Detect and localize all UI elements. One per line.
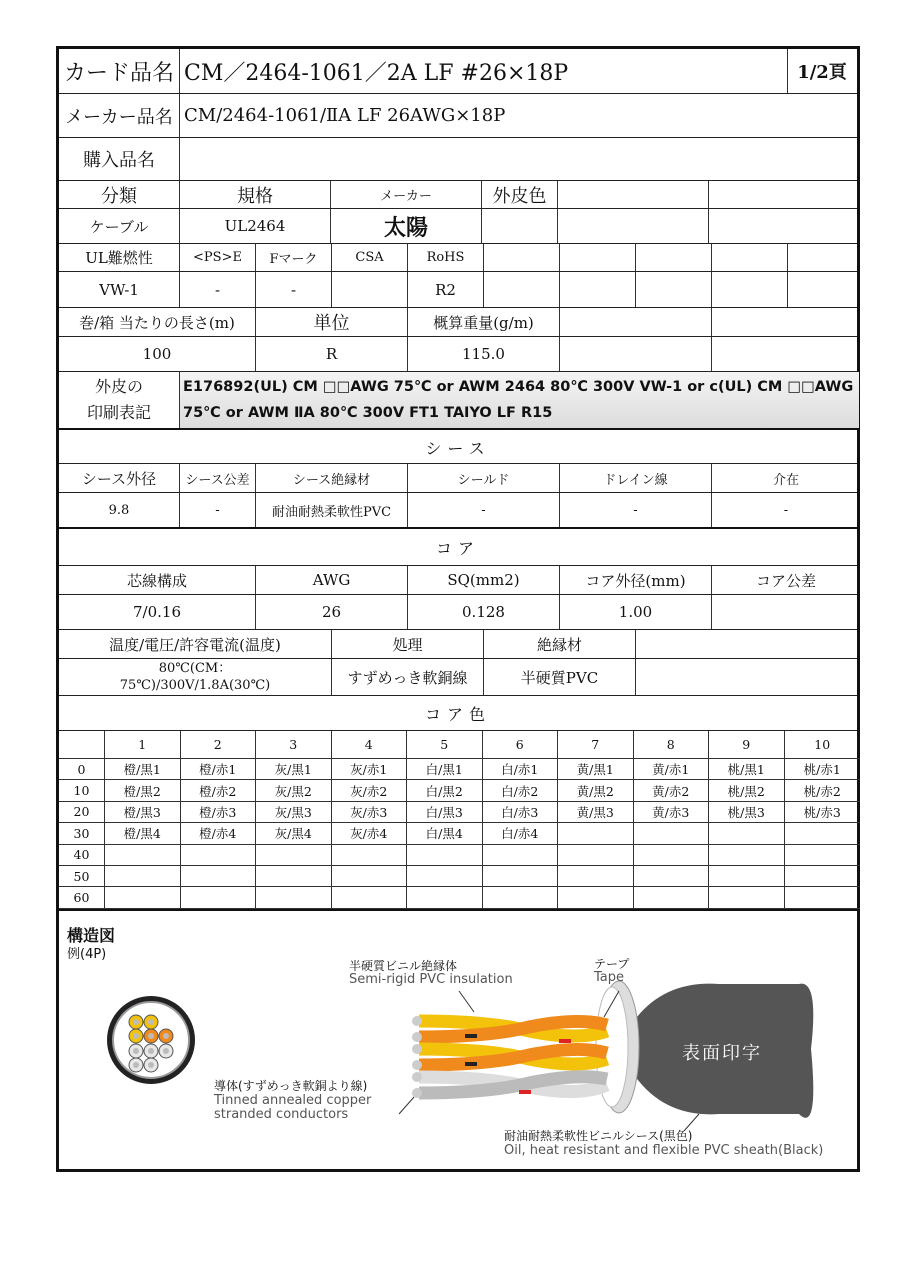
core-rating-value-row bbox=[59, 659, 857, 696]
rohs-header: RoHS bbox=[408, 244, 484, 271]
blank-cell bbox=[788, 272, 860, 307]
sq-header: SQ(mm2) bbox=[408, 566, 560, 594]
core-color-title-row bbox=[59, 696, 857, 731]
core-color-cell: 桃/赤3 bbox=[785, 802, 861, 823]
spec-sheet bbox=[56, 46, 860, 1172]
printing-label-line2: 印刷表記 bbox=[86, 403, 151, 422]
core-color-cell: 白/赤3 bbox=[483, 802, 559, 823]
core-color-cell bbox=[483, 887, 559, 908]
structure-diagram bbox=[59, 909, 857, 1169]
core-color-cell: 黄/赤3 bbox=[634, 802, 710, 823]
shield-value: - bbox=[408, 493, 560, 527]
core-color-cell bbox=[105, 887, 181, 908]
f-mark-value: - bbox=[256, 272, 332, 307]
color-header: 外皮色 bbox=[482, 181, 558, 208]
sheath-tol-header: シース公差 bbox=[180, 464, 256, 492]
conductor-construction-header: 芯線構成 bbox=[59, 566, 256, 594]
tape-label-en: Tape bbox=[594, 970, 625, 985]
printing-text bbox=[180, 372, 859, 428]
core-color-cell bbox=[634, 887, 710, 908]
card-name-label: カード品名 bbox=[59, 49, 180, 93]
core-color-cell bbox=[558, 823, 634, 844]
blank-cell bbox=[788, 244, 860, 271]
length-value: 100 bbox=[59, 337, 256, 371]
core-color-cell bbox=[256, 845, 332, 866]
core-color-row-index: 40 bbox=[59, 845, 105, 866]
core-color-cell bbox=[558, 866, 634, 887]
core-color-cell bbox=[483, 866, 559, 887]
sheath-ins-header: シース絶縁材 bbox=[256, 464, 408, 492]
blank-cell bbox=[712, 308, 860, 336]
purchase-name-label: 購入品名 bbox=[59, 138, 180, 180]
sq-value: 0.128 bbox=[408, 595, 560, 629]
core-color-cell: 橙/黒2 bbox=[105, 780, 181, 801]
blank-cell bbox=[636, 630, 860, 658]
core-color-col-header: 9 bbox=[709, 731, 785, 759]
surface-print-label: 表面印字 bbox=[682, 1043, 762, 1064]
approvals-value-row bbox=[59, 272, 857, 308]
purchase-name-value bbox=[180, 138, 864, 180]
core-color-cell: 橙/赤1 bbox=[181, 759, 257, 780]
maker-name-value: CM/2464-1061/ⅡA LF 26AWG×18P bbox=[184, 105, 506, 126]
sheath-label-en: Oil, heat resistant and flexible PVC sheath(Black) bbox=[504, 1143, 824, 1158]
card-name-row bbox=[59, 49, 857, 94]
sheath-ins-value: 耐油耐熱柔軟性PVC bbox=[256, 493, 408, 527]
core-color-col-header: 2 bbox=[181, 731, 257, 759]
core-color-cell: 灰/赤4 bbox=[332, 823, 408, 844]
sheath-title-row bbox=[59, 431, 857, 464]
core-color-row-index: 20 bbox=[59, 802, 105, 823]
core-color-col-header: 4 bbox=[332, 731, 408, 759]
core-color-cell: 橙/赤2 bbox=[181, 780, 257, 801]
core-od-value: 1.00 bbox=[560, 595, 712, 629]
blank-cell bbox=[709, 181, 859, 208]
blank-cell bbox=[712, 337, 860, 371]
blank-cell bbox=[560, 272, 636, 307]
core-color-cell bbox=[785, 845, 861, 866]
blank-cell bbox=[560, 337, 712, 371]
approvals-header-row bbox=[59, 244, 857, 272]
drain-value: - bbox=[560, 493, 712, 527]
insulation-leader bbox=[459, 991, 474, 1012]
classification-value-row bbox=[59, 209, 857, 244]
cable-illustration bbox=[59, 909, 854, 1164]
core-title-row bbox=[59, 530, 857, 566]
core-color-col-header: 3 bbox=[256, 731, 332, 759]
class-value: ケーブル bbox=[59, 209, 180, 243]
ul-flame-header: UL難燃性 bbox=[59, 244, 180, 271]
temp-voltage-value bbox=[59, 659, 332, 695]
core-color-cell bbox=[558, 845, 634, 866]
sheath-header-row bbox=[59, 464, 857, 493]
insulation-label-jp: 半硬質ビニル絶縁体 bbox=[349, 959, 458, 973]
core-color-corner bbox=[59, 731, 105, 759]
blank-cell bbox=[636, 272, 712, 307]
core-color-cell: 白/黒2 bbox=[407, 780, 483, 801]
core-color-cell: 白/赤4 bbox=[483, 823, 559, 844]
classification-header-row bbox=[59, 181, 857, 209]
core-color-cell bbox=[709, 866, 785, 887]
printing-label-line1: 外皮の bbox=[94, 377, 143, 396]
core-color-cell: 灰/赤1 bbox=[332, 759, 408, 780]
color-value bbox=[482, 209, 558, 243]
core-color-row-index: 0 bbox=[59, 759, 105, 780]
core-color-cell: 橙/黒3 bbox=[105, 802, 181, 823]
length-header: 巻/箱 当たりの長さ(m) bbox=[59, 308, 256, 336]
core-color-col-header: 1 bbox=[105, 731, 181, 759]
core-color-cell: 黄/黒1 bbox=[558, 759, 634, 780]
blank-cell bbox=[560, 308, 712, 336]
printing-line2: 75℃ or AWM ⅡA 80℃ 300V FT1 TAIYO LF R15 bbox=[183, 405, 553, 421]
core-color-cell: 桃/黒2 bbox=[709, 780, 785, 801]
core-color-cell bbox=[256, 866, 332, 887]
temp-voltage-line2: 75℃)/300V/1.8A(30℃) bbox=[119, 678, 271, 693]
temp-voltage-line1: 80℃(CM： bbox=[158, 661, 232, 676]
core-color-cell: 灰/黒4 bbox=[256, 823, 332, 844]
cross-section bbox=[107, 996, 195, 1084]
diagram-title: 構造図 bbox=[67, 926, 116, 945]
core-tol-value bbox=[712, 595, 860, 629]
weight-header: 概算重量(g/m) bbox=[408, 308, 560, 336]
core-od-header: コア外径(mm) bbox=[560, 566, 712, 594]
core-color-cell: 黄/赤1 bbox=[634, 759, 710, 780]
core-color-cell bbox=[407, 845, 483, 866]
core-color-cell bbox=[634, 866, 710, 887]
blank-cell bbox=[636, 659, 860, 695]
weight-value: 115.0 bbox=[408, 337, 560, 371]
filler-value: - bbox=[783, 502, 789, 518]
blank-cell bbox=[558, 209, 709, 243]
core-color-cell: 橙/赤3 bbox=[181, 802, 257, 823]
length-header-row bbox=[59, 308, 857, 337]
core-color-cell: 桃/黒3 bbox=[709, 802, 785, 823]
core-color-cell bbox=[332, 887, 408, 908]
blank-cell bbox=[709, 209, 859, 243]
sheath-tol-value: - bbox=[180, 493, 256, 527]
core-color-cell: 白/黒4 bbox=[407, 823, 483, 844]
core-color-cell bbox=[407, 866, 483, 887]
class-header: 分類 bbox=[59, 181, 180, 208]
core-color-cell: 白/黒1 bbox=[407, 759, 483, 780]
awg-value: 26 bbox=[256, 595, 408, 629]
sheath-title: シース bbox=[425, 438, 491, 458]
wire-bundle bbox=[412, 1016, 607, 1098]
core-color-cell bbox=[181, 866, 257, 887]
core-color-cell: 橙/黒1 bbox=[105, 759, 181, 780]
page-number: 1/2頁 bbox=[797, 62, 847, 83]
conductor-construction-value: 7/0.16 bbox=[59, 595, 256, 629]
core-color-cell: 灰/赤3 bbox=[332, 802, 408, 823]
unit-value: R bbox=[256, 337, 408, 371]
core-color-cell: 黄/黒3 bbox=[558, 802, 634, 823]
sheath-od-value: 9.8 bbox=[59, 493, 180, 527]
conductor-label-en2: stranded conductors bbox=[214, 1107, 349, 1122]
core-color-col-header: 8 bbox=[634, 731, 710, 759]
core-color-cell bbox=[483, 845, 559, 866]
treatment-value: すずめっき軟銅線 bbox=[332, 659, 484, 695]
printing-label bbox=[59, 372, 180, 428]
maker-header: メーカー bbox=[331, 181, 482, 208]
insulation-label-en: Semi-rigid PVC insulation bbox=[349, 972, 513, 987]
core-color-table bbox=[59, 731, 860, 911]
core-color-cell bbox=[105, 845, 181, 866]
spec-value: UL2464 bbox=[180, 209, 331, 243]
maker-name-label: メーカー品名 bbox=[59, 94, 180, 137]
core-color-cell: 灰/黒3 bbox=[256, 802, 332, 823]
purchase-name-row bbox=[59, 138, 857, 181]
insulation-value: 半硬質PVC bbox=[484, 659, 636, 695]
core-color-col-header: 10 bbox=[785, 731, 861, 759]
sheath-od-header: シース外径 bbox=[59, 464, 180, 492]
core-color-col-header: 7 bbox=[558, 731, 634, 759]
core-color-cell bbox=[407, 887, 483, 908]
unit-header: 単位 bbox=[256, 308, 408, 336]
core-title: コア bbox=[435, 539, 480, 558]
ul-flame-value: VW-1 bbox=[59, 272, 180, 307]
insulation-header: 絶縁材 bbox=[484, 630, 636, 658]
core-color-col-header: 5 bbox=[407, 731, 483, 759]
maker-name-row bbox=[59, 94, 857, 138]
blank-cell bbox=[712, 244, 788, 271]
core-color-cell bbox=[709, 823, 785, 844]
blank-cell bbox=[636, 244, 712, 271]
core-color-row-index: 50 bbox=[59, 866, 105, 887]
conductor-label-jp: 導体(すずめっき軟銅より線) bbox=[214, 1079, 368, 1093]
core-tol-header: コア公差 bbox=[755, 571, 816, 590]
core-color-cell: 桃/赤2 bbox=[785, 780, 861, 801]
core-color-cell bbox=[634, 845, 710, 866]
printing-row bbox=[59, 372, 857, 430]
blank-cell bbox=[712, 272, 788, 307]
core-color-cell bbox=[256, 887, 332, 908]
pse-value: - bbox=[180, 272, 256, 307]
core-color-cell bbox=[709, 845, 785, 866]
filler-header: 介在 bbox=[772, 472, 799, 488]
core-color-cell: 灰/赤2 bbox=[332, 780, 408, 801]
treatment-header: 処理 bbox=[332, 630, 484, 658]
core-color-row-index: 10 bbox=[59, 780, 105, 801]
core-color-cell bbox=[709, 887, 785, 908]
core-color-cell bbox=[332, 845, 408, 866]
core-color-cell: 白/赤2 bbox=[483, 780, 559, 801]
core-color-cell: 黄/赤2 bbox=[634, 780, 710, 801]
length-value-row bbox=[59, 337, 857, 372]
core-color-cell bbox=[785, 866, 861, 887]
csa-header: CSA bbox=[332, 244, 408, 271]
sheath-value-row bbox=[59, 493, 857, 529]
core-value-row bbox=[59, 595, 857, 630]
core-color-cell: 灰/黒2 bbox=[256, 780, 332, 801]
core-color-row-index: 30 bbox=[59, 823, 105, 844]
core-color-col-header: 6 bbox=[483, 731, 559, 759]
spec-header: 規格 bbox=[180, 181, 331, 208]
core-header-row bbox=[59, 566, 857, 595]
blank-cell bbox=[484, 272, 560, 307]
printing-line1: E176892(UL) CM □□AWG 75℃ or AWM 2464 80℃ 300V VW-1 or c(UL) CM □□AWG bbox=[183, 379, 854, 395]
blank-cell bbox=[560, 244, 636, 271]
core-color-cell bbox=[634, 823, 710, 844]
core-color-cell bbox=[181, 845, 257, 866]
core-color-cell: 桃/赤1 bbox=[785, 759, 861, 780]
core-color-cell: 橙/赤4 bbox=[181, 823, 257, 844]
rohs-value: R2 bbox=[408, 272, 484, 307]
awg-header: AWG bbox=[256, 566, 408, 594]
drain-header: ドレイン線 bbox=[560, 464, 712, 492]
blank-cell bbox=[484, 244, 560, 271]
core-color-cell: 橙/黒4 bbox=[105, 823, 181, 844]
csa-value bbox=[332, 272, 408, 307]
conductor-leader bbox=[399, 1097, 414, 1114]
f-mark-header: Fマーク bbox=[256, 244, 332, 271]
blank-cell bbox=[558, 181, 709, 208]
conductor-label-en1: Tinned annealed copper bbox=[214, 1093, 372, 1108]
core-color-cell: 桃/黒1 bbox=[709, 759, 785, 780]
sheath-label-jp: 耐油耐熱柔軟性ビニルシース(黒色) bbox=[504, 1129, 693, 1143]
core-color-cell bbox=[785, 887, 861, 908]
core-color-cell bbox=[785, 823, 861, 844]
core-rating-header-row bbox=[59, 630, 857, 659]
core-color-cell: 灰/黒1 bbox=[256, 759, 332, 780]
card-name-value: CM／2464-1061／2A LF #26×18P bbox=[180, 49, 788, 93]
diagram-example: 例(4P) bbox=[67, 947, 107, 962]
core-color-cell: 白/赤1 bbox=[483, 759, 559, 780]
core-color-cell: 白/黒3 bbox=[407, 802, 483, 823]
core-color-cell bbox=[558, 887, 634, 908]
core-color-title: コア色 bbox=[424, 704, 491, 724]
core-color-cell bbox=[105, 866, 181, 887]
core-color-row-index: 60 bbox=[59, 887, 105, 908]
temp-voltage-header: 温度/電圧/許容電流(温度) bbox=[59, 630, 332, 658]
maker-value: 太陽 bbox=[331, 209, 482, 243]
core-color-cell bbox=[181, 887, 257, 908]
tape-label-jp: テープ bbox=[594, 957, 630, 971]
core-color-cell: 黄/黒2 bbox=[558, 780, 634, 801]
pse-header: <PS>E bbox=[180, 244, 256, 271]
shield-header: シールド bbox=[408, 464, 560, 492]
core-color-cell bbox=[332, 866, 408, 887]
